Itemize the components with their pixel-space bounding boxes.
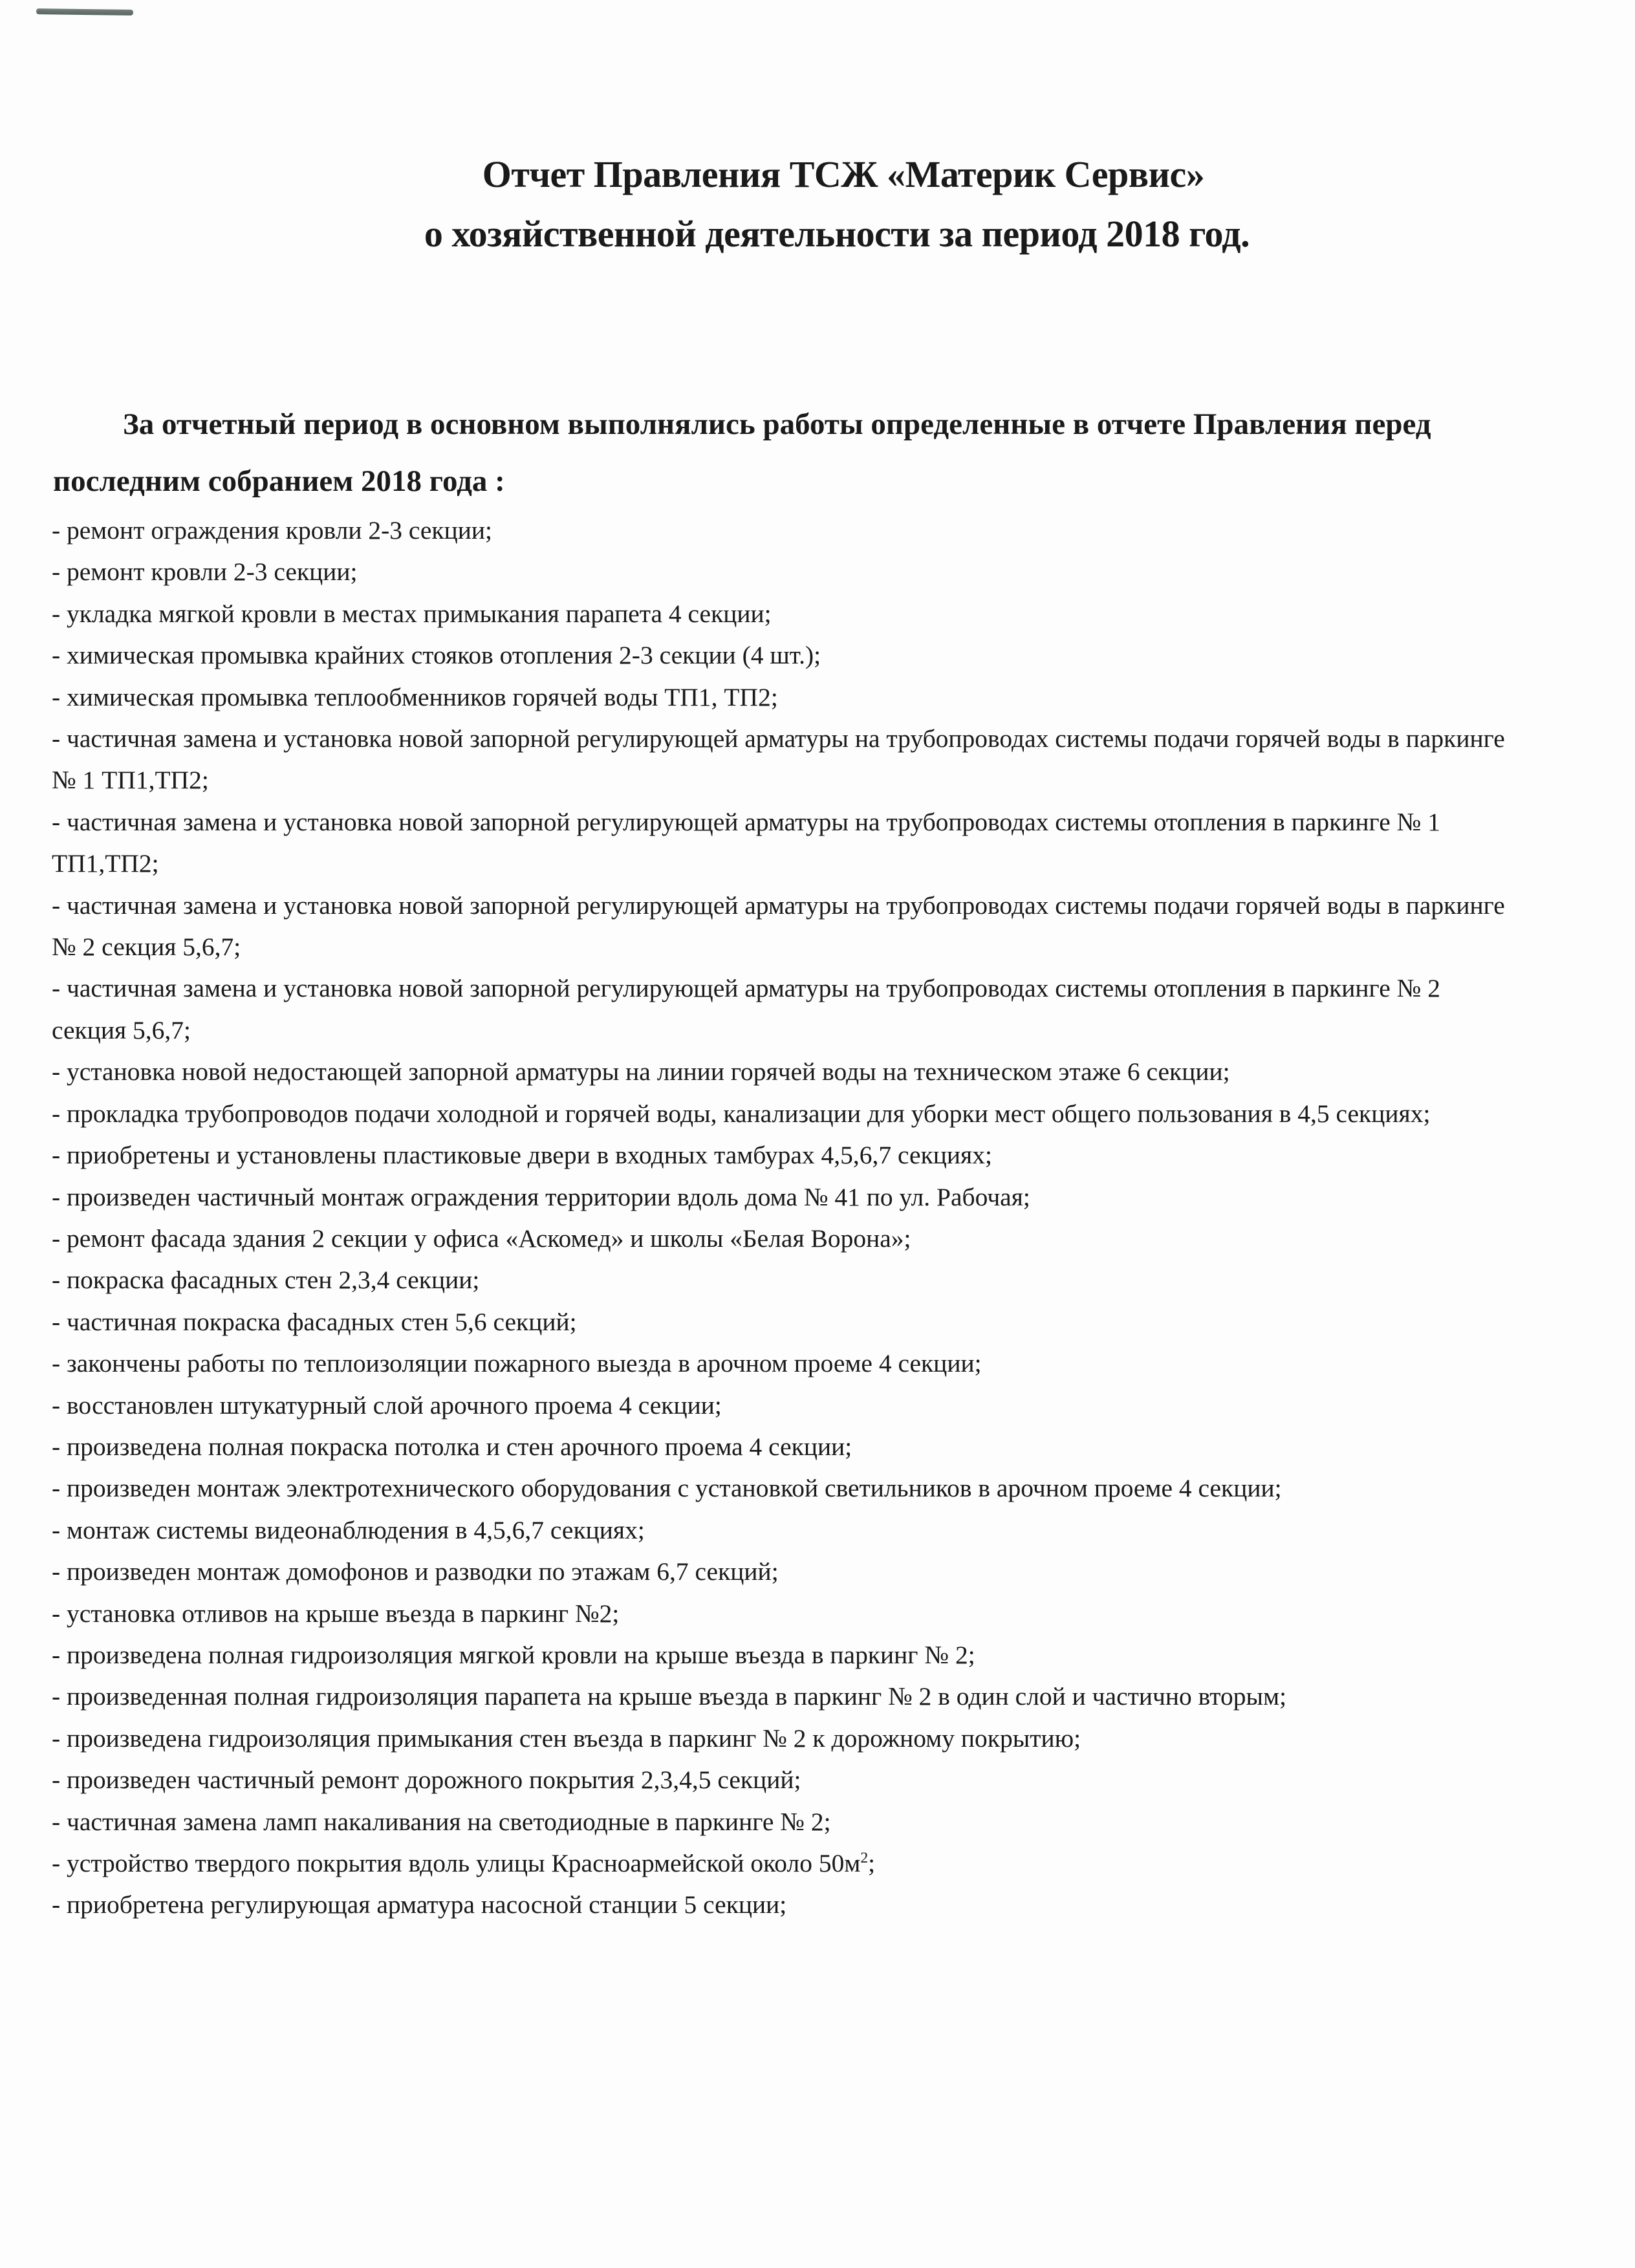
list-item: - установка новой недостающей запорной арматуры на линии горячей воды на техническом этаже 6 секции; — [52, 1057, 1230, 1086]
list-item: - прокладка трубопроводов подачи холодной и горячей воды, канализации для уборки мест общего пользования в 4,5 секциях; — [52, 1099, 1431, 1128]
list-item: - укладка мягкой кровли в местах примыкания парапета 4 секции; — [52, 599, 772, 628]
list-item: - произведена полная покраска потолка и стен арочного проема 4 секции; — [52, 1432, 852, 1461]
document-title-line2: о хозяйственной деятельности за период 2018 год. — [424, 213, 1250, 255]
list-item: - произведен частичный монтаж ограждения территории вдоль дома № 41 по ул. Рабочая; — [52, 1182, 1030, 1211]
list-item-text: - устройство твердого покрытия вдоль улицы Красноармейской около 50м — [52, 1849, 861, 1877]
list-item: - частичная замена и установка новой запорной регулирующей арматуры на трубопроводах системы подачи горячей воды в паркинге № 2 секция 5,6,7; — [52, 891, 1505, 962]
list-item: - произведен частичный ремонт дорожного покрытия 2,3,4,5 секций; — [52, 1766, 801, 1795]
list-item: - частичная замена и установка новой запорной регулирующей арматуры на трубопроводах системы отопления в паркинге № 2 секция 5,6,7; — [52, 974, 1440, 1044]
list-item: - частичная замена ламп накаливания на светодиодные в паркинге № 2; — [52, 1807, 831, 1836]
intro-paragraph: За отчетный период в основном выполнялись работы определенные в отчете Правления перед последним собранием 2018 года : — [53, 407, 1431, 498]
list-item: - ремонт фасада здания 2 секции у офиса «Аскомед» и школы «Белая Ворона»; — [52, 1224, 911, 1253]
list-item: - произведена гидроизоляция примыкания стен въезда в паркинг № 2 к дорожному покрытию; — [52, 1723, 1081, 1753]
list-item: - закончены работы по теплоизоляции пожарного выезда в арочном проеме 4 секции; — [52, 1349, 982, 1378]
list-item: - частичная замена и установка новой запорной регулирующей арматуры на трубопроводах системы подачи горячей воды в паркинге № 1 ТП1,ТП2; — [52, 724, 1505, 795]
document-title-line1: Отчет Правления ТСЖ «Материк Сервис» — [482, 153, 1205, 195]
works-list — [52, 510, 1507, 1926]
list-item: - химическая промывка теплообменников горячей воды ТП1, ТП2; — [52, 682, 778, 711]
superscript: 2 — [860, 1849, 869, 1866]
list-item: - химическая промывка крайних стояков отопления 2-3 секции (4 шт.); — [52, 641, 821, 670]
list-item: - покраска фасадных стен 2,3,4 секции; — [52, 1266, 480, 1295]
list-item: - произведенная полная гидроизоляция парапета на крыше въезда в паркинг № 2 в один слой и частично вторым; — [52, 1682, 1287, 1711]
list-item: - ремонт кровли 2-3 секции; — [52, 557, 358, 587]
list-item: - монтаж системы видеонаблюдения в 4,5,6,7 секциях; — [52, 1515, 645, 1544]
list-item: - произведен монтаж электротехнического оборудования с установкой светильников в арочном проеме 4 секции; — [52, 1474, 1282, 1503]
list-item: - частичная покраска фасадных стен 5,6 секций; — [52, 1307, 577, 1336]
list-item: - частичная замена и установка новой запорной регулирующей арматуры на трубопроводах системы отопления в паркинге № 1 ТП1,ТП2; — [52, 807, 1440, 878]
list-item: - восстановлен штукатурный слой арочного проема 4 секции; — [52, 1390, 722, 1420]
list-item: - приобретены и установлены пластиковые двери в входных тамбурах 4,5,6,7 секциях; — [52, 1141, 992, 1170]
list-item — [52, 1842, 1507, 1884]
list-item: - приобретена регулирующая арматура насосной станции 5 секции; — [52, 1890, 787, 1919]
list-item: - установка отливов на крыше въезда в паркинг №2; — [52, 1599, 620, 1628]
list-item-suffix: ; — [868, 1849, 876, 1877]
list-item: - произведен монтаж домофонов и разводки по этажам 6,7 секций; — [52, 1557, 779, 1586]
list-item: - произведена полная гидроизоляция мягкой кровли на крыше въезда в паркинг № 2; — [52, 1640, 975, 1669]
scan-artifact-mark — [36, 8, 133, 16]
list-item: - ремонт ограждения кровли 2-3 секции; — [52, 516, 493, 545]
